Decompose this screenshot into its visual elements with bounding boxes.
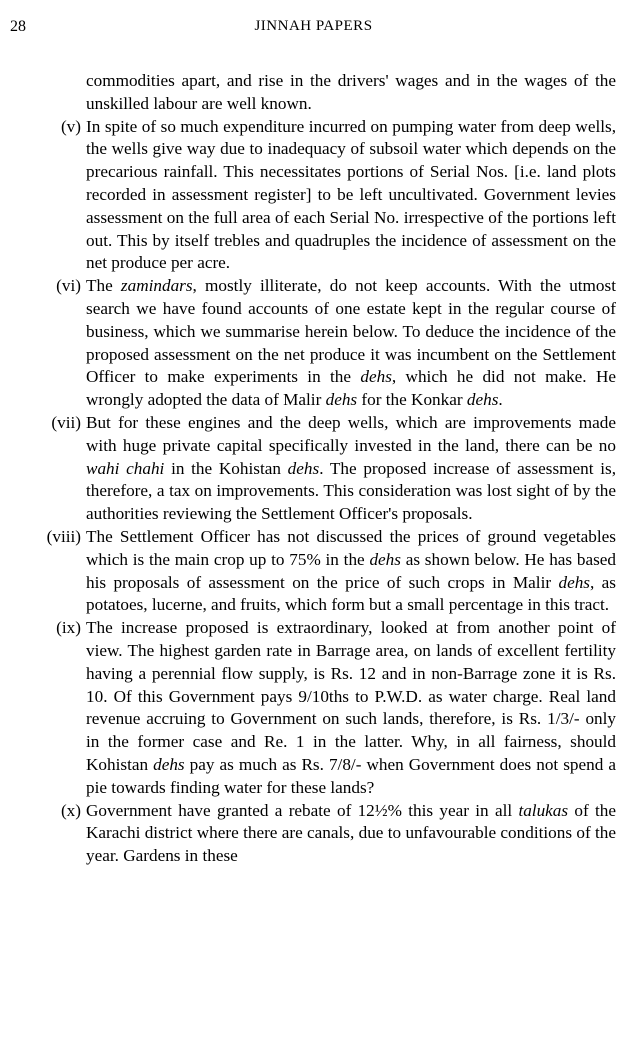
list-item-vii <box>51 412 616 526</box>
list-item-v <box>60 116 616 276</box>
item-text: as shown below. He has based his proposals of assessment on the price of such crops in Malir <box>86 549 616 592</box>
item-text: The <box>86 276 121 296</box>
item-text: pay as much as Rs. 7/8/- when Government does not spend a pie towards finding water for these lands? <box>86 754 616 797</box>
italic-term: dehs <box>558 572 590 592</box>
item-number: (vii) <box>51 412 81 432</box>
italic-term: wahi chahi <box>86 458 165 478</box>
item-text: , mostly illiterate, do not keep accounts. With the utmost search we have found accounts of one estate kept in the regular course of business, which we summarise herein below. To deduce the incidence of the proposed assessment on the net produce it was incumbent on the Settlement Officer to make experiments in the <box>86 276 616 387</box>
item-text: for the Konkar <box>357 390 467 410</box>
item-text: The Settlement Officer has not discussed the prices of ground vegetables which is the main crop up to 75% in the <box>86 526 616 569</box>
list-item-ix <box>56 617 616 799</box>
item-text: , which he did not make. He wrongly adopted the data of Malir <box>86 367 616 410</box>
italic-term: talukas <box>518 800 569 820</box>
item-number: (ix) <box>56 618 81 638</box>
item-text: Government have granted a rebate of 12½% this year in all <box>86 800 519 820</box>
page-header <box>0 18 627 38</box>
item-number: (viii) <box>46 526 81 546</box>
item-text: . <box>498 390 503 410</box>
list-item-viii <box>46 526 616 617</box>
item-text: In spite of so much expenditure incurred on pumping water from deep wells, the wells give way due to inadequacy of subsoil water which depends on the precarious rainfall. This necessitates portions of Serial Nos. [i.e. land plots recorded in assessment register] to be left uncultivated. Government levies assessment on the full area of each Serial No. irrespective of the portions left out. This by itself trebles and quadruples the incidence of assessment on the net produce per acre. <box>86 116 616 273</box>
list-item-vi <box>56 275 616 412</box>
running-title: JINNAH PAPERS <box>254 18 373 34</box>
item-number: (x) <box>60 800 81 820</box>
italic-term: zamindars <box>120 276 193 296</box>
item-text: The increase proposed is extraordinary, looked at from another point of view. The highest garden rate in Barrage area, on lands of excellent fertility having a perennial flow supply, is Rs. 12 and in non-Barrage zone it is Rs. 10. Of this Government pays 9/10ths to P.W.D. as water charge. Real land revenue accruing to Government on such lands, therefore, is Rs. 1/3/- only in the former case and Re. 1 in the latter. Why, in all fairness, should Kohistan <box>86 618 616 774</box>
continuation-paragraph: commodities apart, and rise in the drivers' wages and in the wages of the unskilled labour are well known. <box>86 71 616 113</box>
item-text: of the Karachi district where there are canals, due to unfavourable conditions of the year. Gardens in these <box>86 800 617 866</box>
italic-term: dehs <box>287 458 320 478</box>
item-number: (vi) <box>56 276 81 296</box>
item-text: , as potatoes, lucerne, and fruits, which form but a small percentage in this tract. <box>86 572 616 615</box>
italic-term: dehs <box>466 390 499 410</box>
item-text: . The proposed increase of assessment is, therefore, a tax on improvements. This consideration was lost sight of by the authorities reviewing the Settlement Officer's proposals. <box>86 458 616 524</box>
italic-term: dehs <box>325 390 358 410</box>
item-text: But for these engines and the deep wells, which are improvements made with huge private capital specifically invested in the land, there can be no <box>86 412 616 455</box>
page-body <box>46 70 617 868</box>
italic-term: dehs <box>369 549 401 569</box>
italic-term: dehs <box>360 367 392 387</box>
list-item-x <box>60 800 617 868</box>
page-number: 28 <box>10 18 26 35</box>
italic-term: dehs <box>153 754 185 774</box>
item-number: (v) <box>60 116 81 136</box>
item-text: in the Kohistan <box>164 458 288 478</box>
